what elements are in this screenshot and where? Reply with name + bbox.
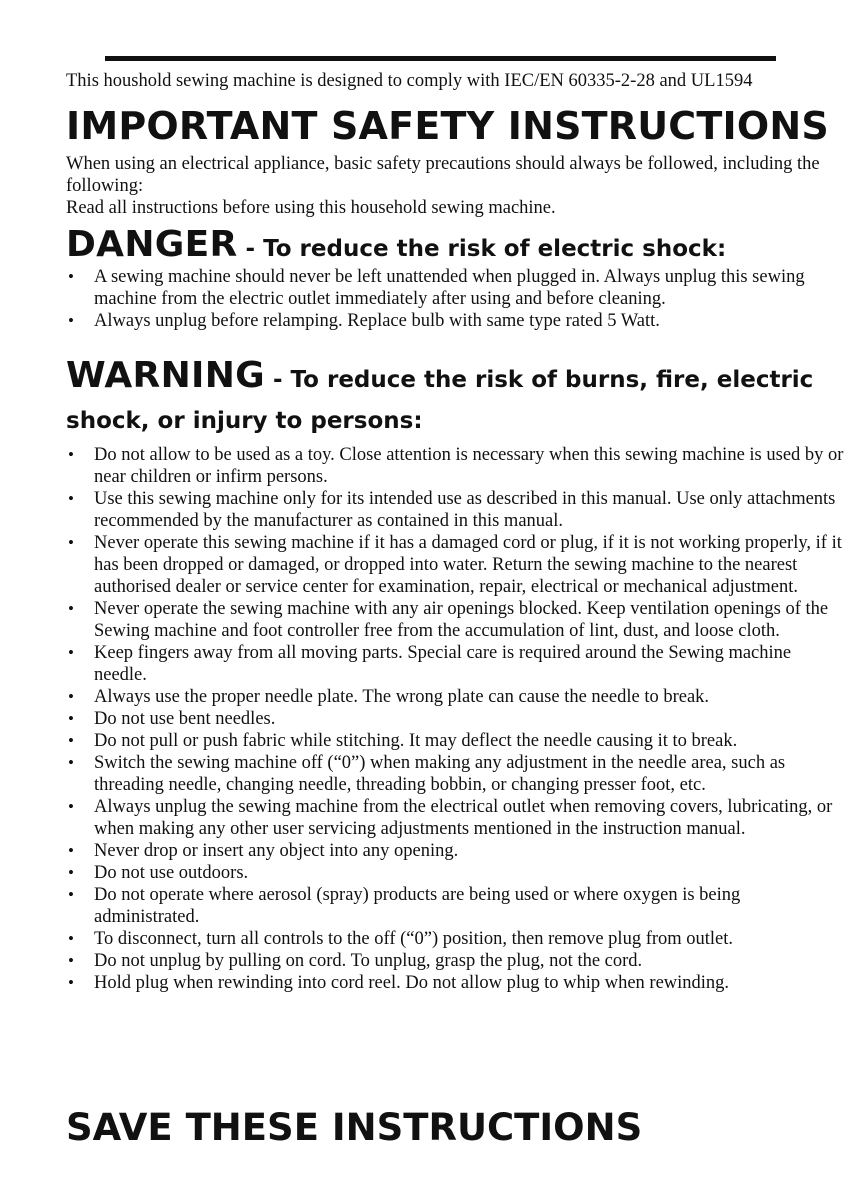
top-rule: [105, 56, 776, 61]
danger-list: [66, 266, 846, 332]
list-item: • Keep fingers away from all moving parts. Special care is required around the Sewing machine needle.: [66, 642, 846, 686]
list-item: • Switch the sewing machine off (“0”) when making any adjustment in the needle area, such as threading needle, changing needle, threading bobbin, or changing presser foot, etc.: [66, 752, 846, 796]
intro-line-1: When using an electrical appliance, basic safety precautions should always be followed, including the following:: [66, 154, 820, 196]
list-item: • Do not operate where aerosol (spray) products are being used or where oxygen is being administrated.: [66, 884, 846, 928]
danger-subtitle: - To reduce the risk of electric shock:: [237, 236, 727, 262]
list-item: • Do not use outdoors.: [66, 862, 846, 884]
list-item: • To disconnect, turn all controls to the off (“0”) position, then remove plug from outlet.: [66, 928, 846, 950]
warning-label: WARNING: [66, 355, 265, 396]
list-item: • Do not pull or push fabric while stitching. It may deflect the needle causing it to break.: [66, 730, 846, 752]
warning-subtitle: - To reduce the risk of burns, fire, electric: [264, 367, 814, 393]
list-item: • Do not allow to be used as a toy. Close attention is necessary when this sewing machine is used by or near children or infirm persons.: [66, 444, 846, 488]
warning-subtitle-continued: shock, or injury to persons:: [66, 408, 423, 434]
list-item: • Never operate this sewing machine if it has a damaged cord or plug, if it is not working properly, if it has been dropped or damaged, or dropped into water. Return the sewing machine to the nearest authorised dealer or service center for examination, repair, electrical or mechanical adjustment.: [66, 532, 846, 598]
list-item: • Always unplug the sewing machine from the electrical outlet when removing covers, lubricating, or when making any other user servicing adjustments mentioned in the instruction manual.: [66, 796, 846, 840]
danger-label: DANGER: [66, 224, 238, 265]
list-item: • Always unplug before relamping. Replace bulb with same type rated 5 Watt.: [66, 310, 846, 332]
compliance-note: This houshold sewing machine is designed to comply with IEC/EN 60335-2-28 and UL1594: [66, 71, 753, 91]
list-item: • Always use the proper needle plate. The wrong plate can cause the needle to break.: [66, 686, 846, 708]
warning-heading: [66, 355, 813, 396]
list-item: • Never operate the sewing machine with any air openings blocked. Keep ventilation openings of the Sewing machine and foot controller free from the accumulation of lint, dust, and loose cloth.: [66, 598, 846, 642]
list-item: • Do not unplug by pulling on cord. To unplug, grasp the plug, not the cord.: [66, 950, 846, 972]
list-item: • A sewing machine should never be left unattended when plugged in. Always unplug this sewing machine from the electric outlet immediately after using and before cleaning.: [66, 266, 846, 310]
list-item: • Do not use bent needles.: [66, 708, 846, 730]
list-item: • Hold plug when rewinding into cord reel. Do not allow plug to whip when rewinding.: [66, 972, 846, 994]
list-item: • Never drop or insert any object into any opening.: [66, 840, 846, 862]
page-title: IMPORTANT SAFETY INSTRUCTIONS: [66, 104, 829, 148]
warning-list: [66, 444, 846, 994]
save-instructions-heading: SAVE THESE INSTRUCTIONS: [66, 1106, 643, 1149]
intro-text: [66, 153, 826, 219]
list-item: • Use this sewing machine only for its intended use as described in this manual. Use only attachments recommended by the manufacturer as contained in this manual.: [66, 488, 846, 532]
intro-line-2: Read all instructions before using this household sewing machine.: [66, 198, 556, 218]
danger-heading: [66, 224, 726, 265]
